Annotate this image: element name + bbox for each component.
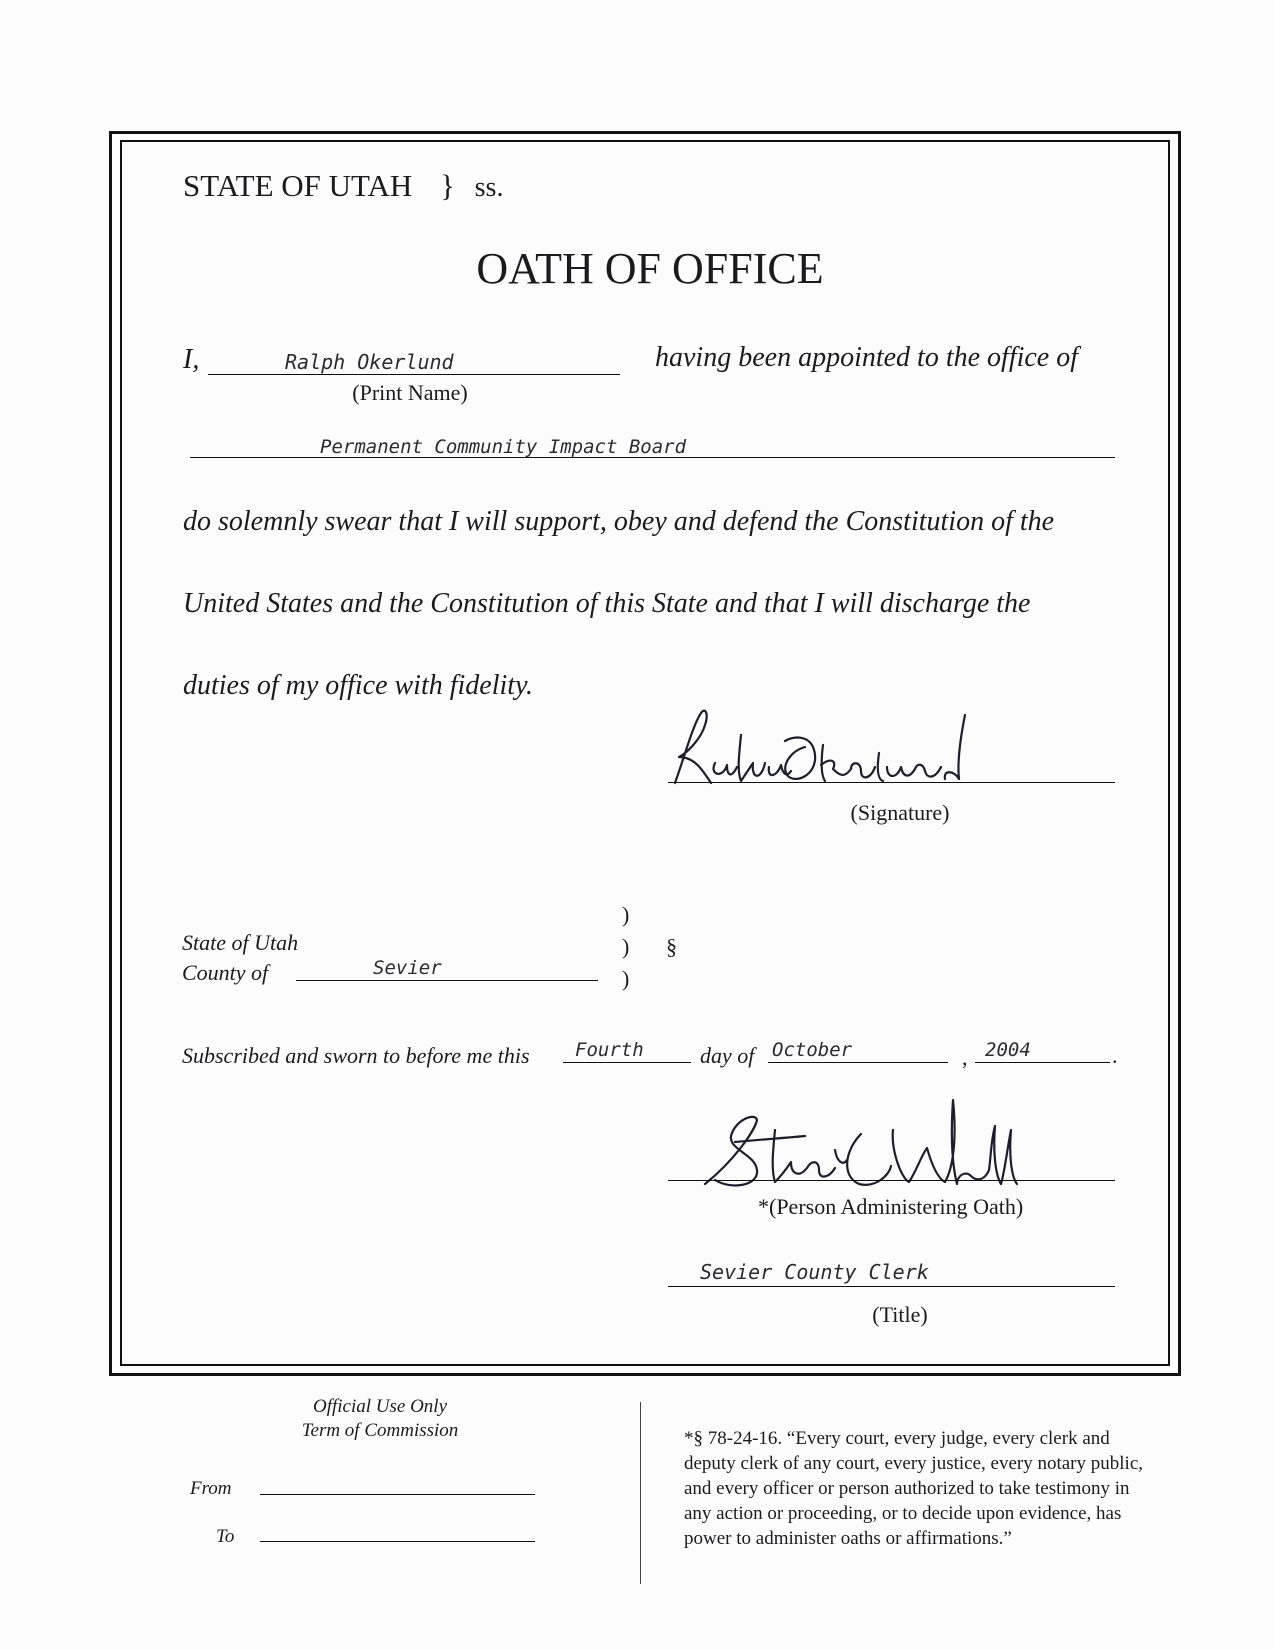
administrator-caption: *(Person Administering Oath) xyxy=(758,1194,1024,1219)
vertical-divider xyxy=(640,1402,641,1584)
print-name-value: Ralph Okerlund xyxy=(285,350,454,374)
title-caption: (Title) xyxy=(872,1302,928,1327)
footnote-line: power to administer oaths or affirmations.” xyxy=(684,1528,1012,1549)
footnote-line: deputy clerk of any court, every justice, every notary public, xyxy=(684,1453,1143,1474)
section-symbol: § xyxy=(666,934,677,959)
paren-mark: ) xyxy=(622,934,630,959)
from-label: From xyxy=(190,1478,232,1499)
paren-mark: ) xyxy=(622,966,630,991)
state-of-utah-heading xyxy=(183,168,503,204)
term-of-commission-heading: Term of Commission xyxy=(301,1420,459,1441)
county-line xyxy=(296,980,598,981)
day-line xyxy=(563,1062,691,1063)
venue-county-label: County of xyxy=(182,960,269,985)
oath-paragraph-line-3: duties of my office with fidelity. xyxy=(183,670,533,701)
statute-footnote xyxy=(684,1426,1143,1551)
to-line xyxy=(260,1541,535,1542)
i-label: I, xyxy=(183,344,200,375)
to-label: To xyxy=(216,1526,235,1547)
signature-caption: (Signature) xyxy=(850,800,950,825)
title-line xyxy=(668,1286,1115,1287)
month-value: October xyxy=(772,1039,853,1061)
footnote-line: *§ 78-24-16. “Every court, every judge, every clerk and xyxy=(684,1428,1110,1449)
ss-label: ss. xyxy=(474,172,504,203)
year-value: 2004 xyxy=(985,1039,1031,1061)
footnote-line: and every officer or person authorized to take testimony in xyxy=(684,1478,1130,1499)
office-line xyxy=(190,457,1115,458)
page-title: OATH OF OFFICE xyxy=(476,244,824,293)
comma-mark: , xyxy=(962,1045,968,1070)
official-use-heading: Official Use Only xyxy=(312,1396,448,1417)
from-line xyxy=(260,1494,535,1495)
oath-paragraph-line-1: do solemnly swear that I will support, obey and defend the Constitution of the xyxy=(183,506,1055,537)
footnote-line: any action or proceeding, or to decide upon evidence, has xyxy=(684,1503,1122,1524)
month-line xyxy=(768,1062,948,1063)
brace-mark: } xyxy=(440,168,455,203)
state-label: STATE OF UTAH xyxy=(183,168,413,203)
title-value: Sevier County Clerk xyxy=(700,1260,929,1284)
subscribed-text: Subscribed and sworn to before me this xyxy=(182,1043,530,1068)
oath-paragraph-line-2: United States and the Constitution of this State and that I will discharge the xyxy=(183,588,1031,619)
signature-steve-wall xyxy=(695,1090,1055,1200)
venue-state-label: State of Utah xyxy=(182,930,299,955)
day-value: Fourth xyxy=(575,1039,644,1061)
office-value: Permanent Community Impact Board xyxy=(320,436,687,458)
print-name-line xyxy=(208,374,620,375)
print-name-caption: (Print Name) xyxy=(352,380,468,405)
signature-line xyxy=(668,782,1115,783)
county-value: Sevier xyxy=(373,957,442,979)
appointed-text: having been appointed to the office of xyxy=(655,342,1079,373)
day-of-label: day of xyxy=(700,1043,755,1068)
administrator-signature-line xyxy=(668,1180,1115,1181)
period-mark: . xyxy=(1112,1043,1118,1068)
year-line xyxy=(975,1062,1110,1063)
paren-mark: ) xyxy=(622,902,630,927)
